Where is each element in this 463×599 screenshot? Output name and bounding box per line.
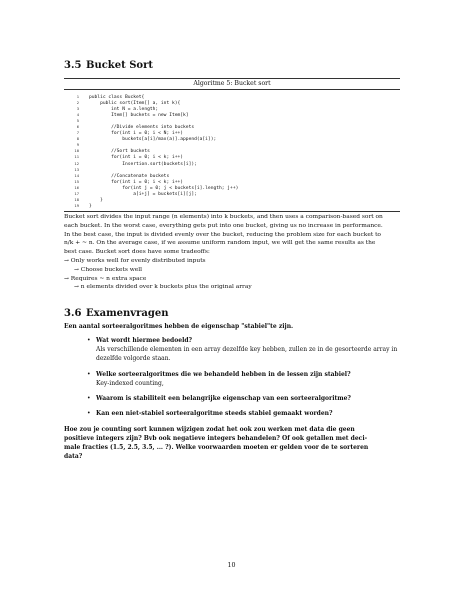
code-line bbox=[64, 203, 238, 209]
code-line-number: 13 bbox=[74, 166, 79, 172]
code-line-number: 8 bbox=[76, 136, 79, 142]
code-line-number: 14 bbox=[74, 172, 79, 178]
text-line: → Choose buckets well bbox=[74, 266, 143, 273]
code-line-text: buckets[a[i]/max(a)].append(a[i]); bbox=[89, 137, 217, 143]
code-line-number: 4 bbox=[76, 112, 79, 118]
bullet-icon: • bbox=[87, 337, 91, 344]
algorithm-code bbox=[64, 94, 238, 209]
algorithm-top-rule bbox=[64, 78, 400, 79]
section-number: 3.5 bbox=[64, 60, 82, 71]
bucket-sort-explanation bbox=[64, 213, 383, 292]
text-line: → n elements divided over k buckets plus the original array bbox=[74, 284, 252, 291]
code-line-number: 19 bbox=[74, 202, 79, 208]
text-line: → Only works well for evenly distributed inputs bbox=[64, 257, 206, 264]
text-line: each bucket. In the worst case, everything gets put into one bucket, giving us no increase in performance. bbox=[64, 222, 383, 229]
code-line-number: 6 bbox=[76, 124, 79, 130]
code-line-number: 11 bbox=[74, 154, 79, 160]
code-line bbox=[64, 185, 238, 191]
code-line-text: Insertion.sort(buckets[i]); bbox=[89, 161, 197, 167]
code-line-number: 9 bbox=[76, 142, 79, 148]
code-line-text: } bbox=[89, 203, 92, 209]
exam-intro: Een aantal sorteeralgoritmes hebben de eigenschap "stabiel"te zijn. bbox=[64, 323, 294, 330]
section-title: Examenvragen bbox=[86, 308, 169, 319]
code-line-text: for(int j = 0; j < buckets[i].length; j++) bbox=[89, 185, 239, 191]
exam-item-answer: Als verschillende elementen in een array dezelfde key hebben, zullen ze in de gesorteerde array in dezelfde volgorde staan. bbox=[96, 346, 398, 362]
code-line-text: for(int i = 0; i < N; i++) bbox=[89, 131, 184, 137]
text-line: data? bbox=[64, 452, 83, 460]
section-title: Bucket Sort bbox=[86, 60, 153, 71]
code-line-text: Item[] buckets = new Item[k] bbox=[89, 113, 189, 119]
text-line: → Requires ~ n extra space bbox=[64, 275, 147, 282]
page-number: 10 bbox=[227, 562, 236, 569]
text-line: n/k + ~ n. On the average case, if we assume uniform random input, we will get the same results as the bbox=[64, 240, 376, 247]
algorithm-bottom-rule bbox=[64, 211, 400, 212]
code-line-number: 5 bbox=[76, 118, 79, 124]
text-line: In the best case, the input is divided evenly over the bucket, reducing the problem size for each bucket to bbox=[64, 231, 381, 238]
code-line-number: 7 bbox=[76, 130, 79, 136]
code-line bbox=[64, 136, 238, 142]
text-line: positieve integers zijn? Bvb ook negatieve integers behandelen? Of ook getallen met deci- bbox=[64, 434, 368, 442]
code-line-text: //Divide elements into buckets bbox=[89, 125, 195, 131]
code-line-number: 2 bbox=[76, 100, 79, 106]
code-line-number: 3 bbox=[76, 106, 79, 112]
code-line-text: public sort(Item[] a, int k){ bbox=[89, 101, 181, 107]
bullet-icon: • bbox=[87, 410, 91, 417]
exam-question-counting-sort bbox=[64, 426, 368, 462]
code-line-text: a[i+j] = buckets[i][j]; bbox=[89, 191, 197, 197]
exam-item-question: Welke sorteeralgoritmes die we behandeld hebben in de lessen zijn stabiel? bbox=[96, 371, 351, 378]
code-line-number: 10 bbox=[74, 148, 79, 154]
code-line-number: 18 bbox=[74, 196, 79, 202]
exam-item-question: Kan een niet-stabiel sorteeralgoritme steeds stabiel gemaakt worden? bbox=[96, 410, 333, 417]
exam-item-question: Wat wordt hiermee bedoeld? bbox=[96, 337, 193, 344]
section-number: 3.6 bbox=[64, 308, 82, 319]
text-line: male fracties (1.5, 2.5, 3.5, ... ?). Welke voorwaarden moeten er gelden voor de te sorteren bbox=[64, 443, 369, 451]
bullet-icon: • bbox=[87, 371, 91, 378]
text-line: Hoe zou je counting sort kunnen wijzigen zodat het ook zou werken met data die geen bbox=[64, 426, 355, 433]
bullet-icon: • bbox=[87, 395, 91, 402]
algorithm-caption-rule bbox=[64, 89, 400, 90]
code-line-number: 17 bbox=[74, 190, 79, 196]
algorithm-caption: Algoritme 5: Bucket sort bbox=[193, 80, 271, 87]
code-line-number: 1 bbox=[76, 94, 79, 99]
code-line-text: //Concatenate buckets bbox=[89, 173, 170, 179]
code-line-number: 15 bbox=[74, 178, 79, 184]
section-heading-bucket-sort bbox=[64, 60, 153, 71]
text-line: Bucket sort divides the input range (n elements) into k buckets, and then uses a comparison-based sort on bbox=[64, 214, 383, 220]
code-line-text: //Sort buckets bbox=[89, 149, 150, 155]
code-line-text: public class Bucket{ bbox=[89, 95, 145, 100]
exam-item-question: Waarom is stabiliteit een belangrijke eigenschap van een sorteeralgoritme? bbox=[96, 395, 351, 402]
code-line-number: 16 bbox=[74, 184, 79, 190]
code-line-number: 12 bbox=[74, 160, 79, 166]
text-line: best case. Bucket sort does have some tradeoffs: bbox=[64, 249, 210, 256]
code-line-text: for(int i = 0; i < k; i++) bbox=[89, 155, 184, 161]
exam-item-answer: Key-indexed counting, bbox=[96, 380, 164, 387]
code-line-text: int N = a.length; bbox=[89, 107, 159, 113]
code-line-text: for(int i = 0; i < k; i++) bbox=[89, 179, 184, 185]
section-heading-examenvragen bbox=[64, 308, 168, 319]
code-line-text: } bbox=[89, 197, 103, 203]
